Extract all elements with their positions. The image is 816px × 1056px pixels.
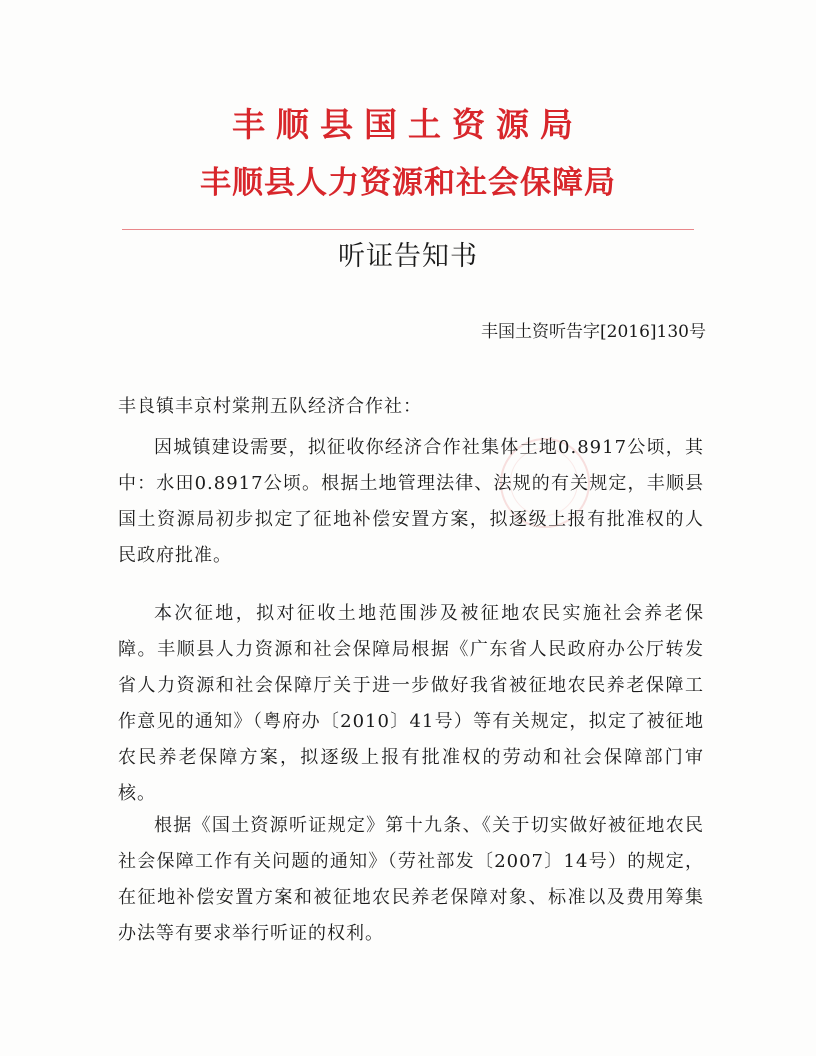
body-paragraph: 本次征地，拟对征收土地范围涉及被征地农民实施社会养老保障。丰顺县人力资源和社会保障局根据《广东省人民政府办公厅转发省人力资源和社会保障厅关于进一步做好我省被征地农民养老保障工作意见的通知》（粤府办〔2010〕41号）等有关规定，拟定了被征地农民养老保障方案，拟逐级上报有批准权的劳动和社会保障部门审核。 bbox=[118, 603, 704, 804]
body-paragraph: 根据《国土资源听证规定》第十九条、《关于切实做好被征地农民社会保障工作有关问题的通知》（劳社部发〔2007〕14号）的规定，在征地补偿安置方案和被征地农民养老保障对象、标准以及费用筹集办法等有要求举行听证的权利。 bbox=[118, 815, 704, 944]
document-number: 丰国土资听告字[2016]130号 bbox=[481, 322, 706, 342]
issuing-org-human-resources: 丰顺县人力资源和社会保障局 bbox=[200, 165, 616, 201]
addressee: 丰良镇丰京村棠荆五队经济合作社： bbox=[118, 396, 422, 417]
body-paragraph: 因城镇建设需要，拟征收你经济合作社集体土地0.8917公顷，其中：水田0.8917公顷。根据土地管理法律、法规的有关规定，丰顺县国土资源局初步拟定了征地补偿安置方案，拟逐级上报有批准权的人民政府批准。 bbox=[118, 437, 704, 566]
issuing-org-land-resources: 丰顺县国土资源局 bbox=[232, 105, 584, 144]
document-title: 听证告知书 bbox=[338, 241, 478, 272]
header-divider bbox=[122, 229, 694, 230]
